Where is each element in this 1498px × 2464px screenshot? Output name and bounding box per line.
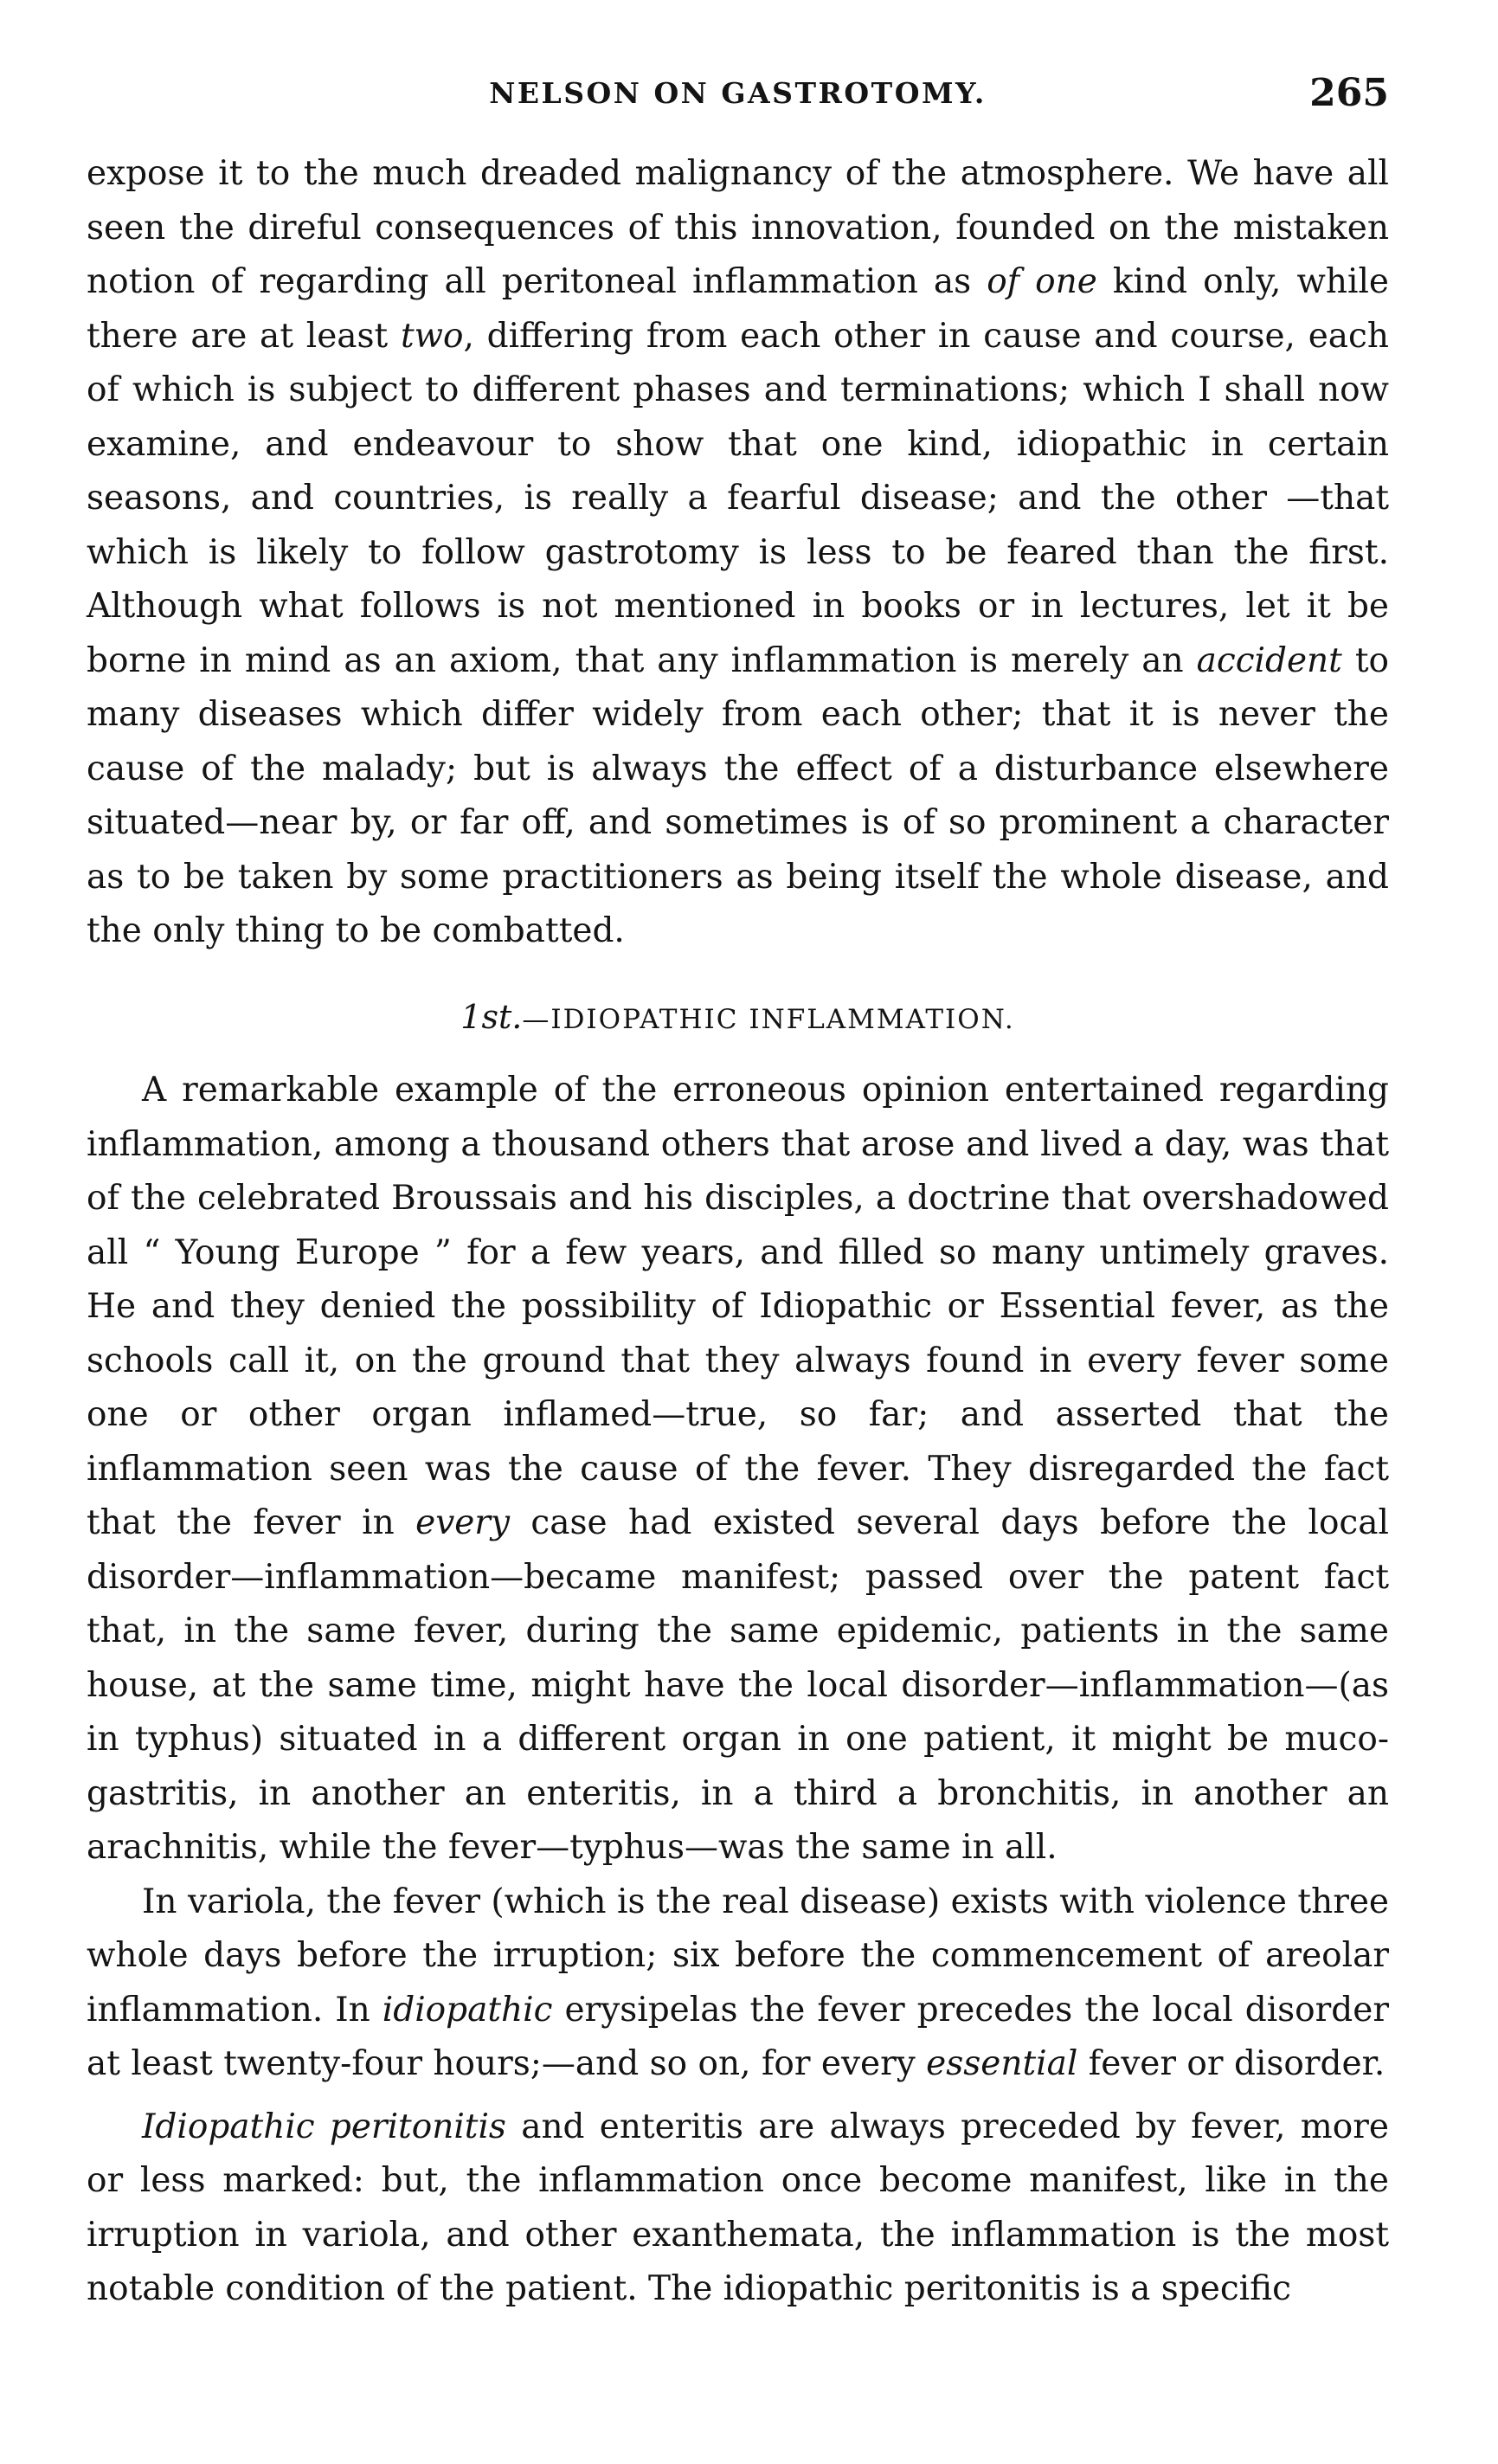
- section-title: —IDIOPATHIC INFLAMMATION.: [522, 1003, 1015, 1035]
- paragraph-1-emphasis-a: of one: [987, 262, 1097, 301]
- paragraph-3: [87, 1875, 1389, 2092]
- paragraph-1-text-a: expose it to the much dreaded malignancy of the atmosphere. We have all seen the direful consequences of this innovation, founded on the mistaken notion of regarding all peritoneal inflammation as: [87, 154, 1389, 301]
- paragraph-4-text-a: and enteritis are always preceded by fever, more or less marked: but, the inflammation once become manifest, like in the irruption in variola, and other exanthemata, the inflammation is the most notable condition of the patient. The idiopathic peritonitis is a specific: [87, 2107, 1389, 2308]
- paragraph-3-text-a: In variola, the fever (which is the real disease) exists with violence three whole days before the irruption; six before the commencement of areolar inflammation. In: [87, 1882, 1389, 2030]
- page-header: [87, 71, 1389, 123]
- paragraph-1-text-c: , differing from each other in cause and course, each of which is subject to different phases and terminations; which I shall now examine, and endeavour to show that one kind, idiopathic in certain seasons, and countries, is really a fearful disease; and the other —that which is likely to follow gastrotomy is less to be feared than the first. Although what follows is not mentioned in books or in lectures, let it be borne in mind as an axiom, that any inflammation is merely an: [87, 316, 1389, 680]
- paragraph-gap: [87, 2092, 1389, 2101]
- paragraph-2-text-b: case had existed several days before the local disorder—inflammation—became manifest; passed over the patent fact that, in the same fever, during the same epidemic, patients in the same house, at the same time, might have the local disorder—inflammation—(as in typhus) situated in a different organ in one patient, it might be muco-gastritis, in another an enteritis, in a third a bronchitis, in another an arachnitis, while the fever—typhus—was the same in all.: [87, 1503, 1389, 1867]
- paragraph-4-emphasis-a: Idiopathic peritonitis: [142, 2107, 506, 2146]
- paragraph-1-emphasis-c: accident: [1196, 640, 1342, 680]
- paragraph-1-emphasis-b: two: [400, 316, 464, 356]
- running-head: NELSON ON GASTROTOMY.: [489, 76, 987, 110]
- paragraph-2: [87, 1064, 1389, 1875]
- paragraph-3-text-b: erysipelas the fever precedes the local disorder at least twenty-four hours;—and so on, for every: [87, 1990, 1389, 2083]
- paragraph-1-text-d: to many diseases which differ widely from each other; that it is never the cause of the malady; but is always the effect of a disturbance elsewhere situated—near by, or far off, and sometimes is of so prominent a character as to be taken by some practitioners as being itself the whole disease, and the only thing to be combatted.: [87, 640, 1389, 950]
- section-heading: [87, 990, 1389, 1047]
- paragraph-1-text-b: kind only, while there are at least: [87, 262, 1389, 356]
- paragraph-4: [87, 2101, 1389, 2317]
- paragraph-3-emphasis-b: essential: [926, 2044, 1078, 2083]
- paragraph-1: [87, 147, 1389, 959]
- paragraph-3-emphasis-a: idiopathic: [382, 1990, 553, 2030]
- paragraph-3-text-c: fever or disorder.: [1077, 2044, 1385, 2083]
- page-number: 265: [1309, 71, 1389, 115]
- paragraph-2-emphasis-a: every: [415, 1503, 510, 1542]
- paragraph-2-text-a: A remarkable example of the erroneous opinion entertained regarding inflammation, among a thousand others that arose and lived a day, was that of the celebrated Broussais and his disciples, a doctrine that overshadowed all “ Young Europe ” for a few years, and filled so many untimely graves. He and they denied the possibility of Idiopathic or Essential fever, as the schools call it, on the ground that they always found in every fever some one or other organ inflamed—true, so far; and asserted that the inflammation seen was the cause of the fever. They disregarded the fact that the fever in: [87, 1071, 1389, 1542]
- section-ordinal: 1st.: [460, 997, 523, 1036]
- page-body: [87, 147, 1389, 2317]
